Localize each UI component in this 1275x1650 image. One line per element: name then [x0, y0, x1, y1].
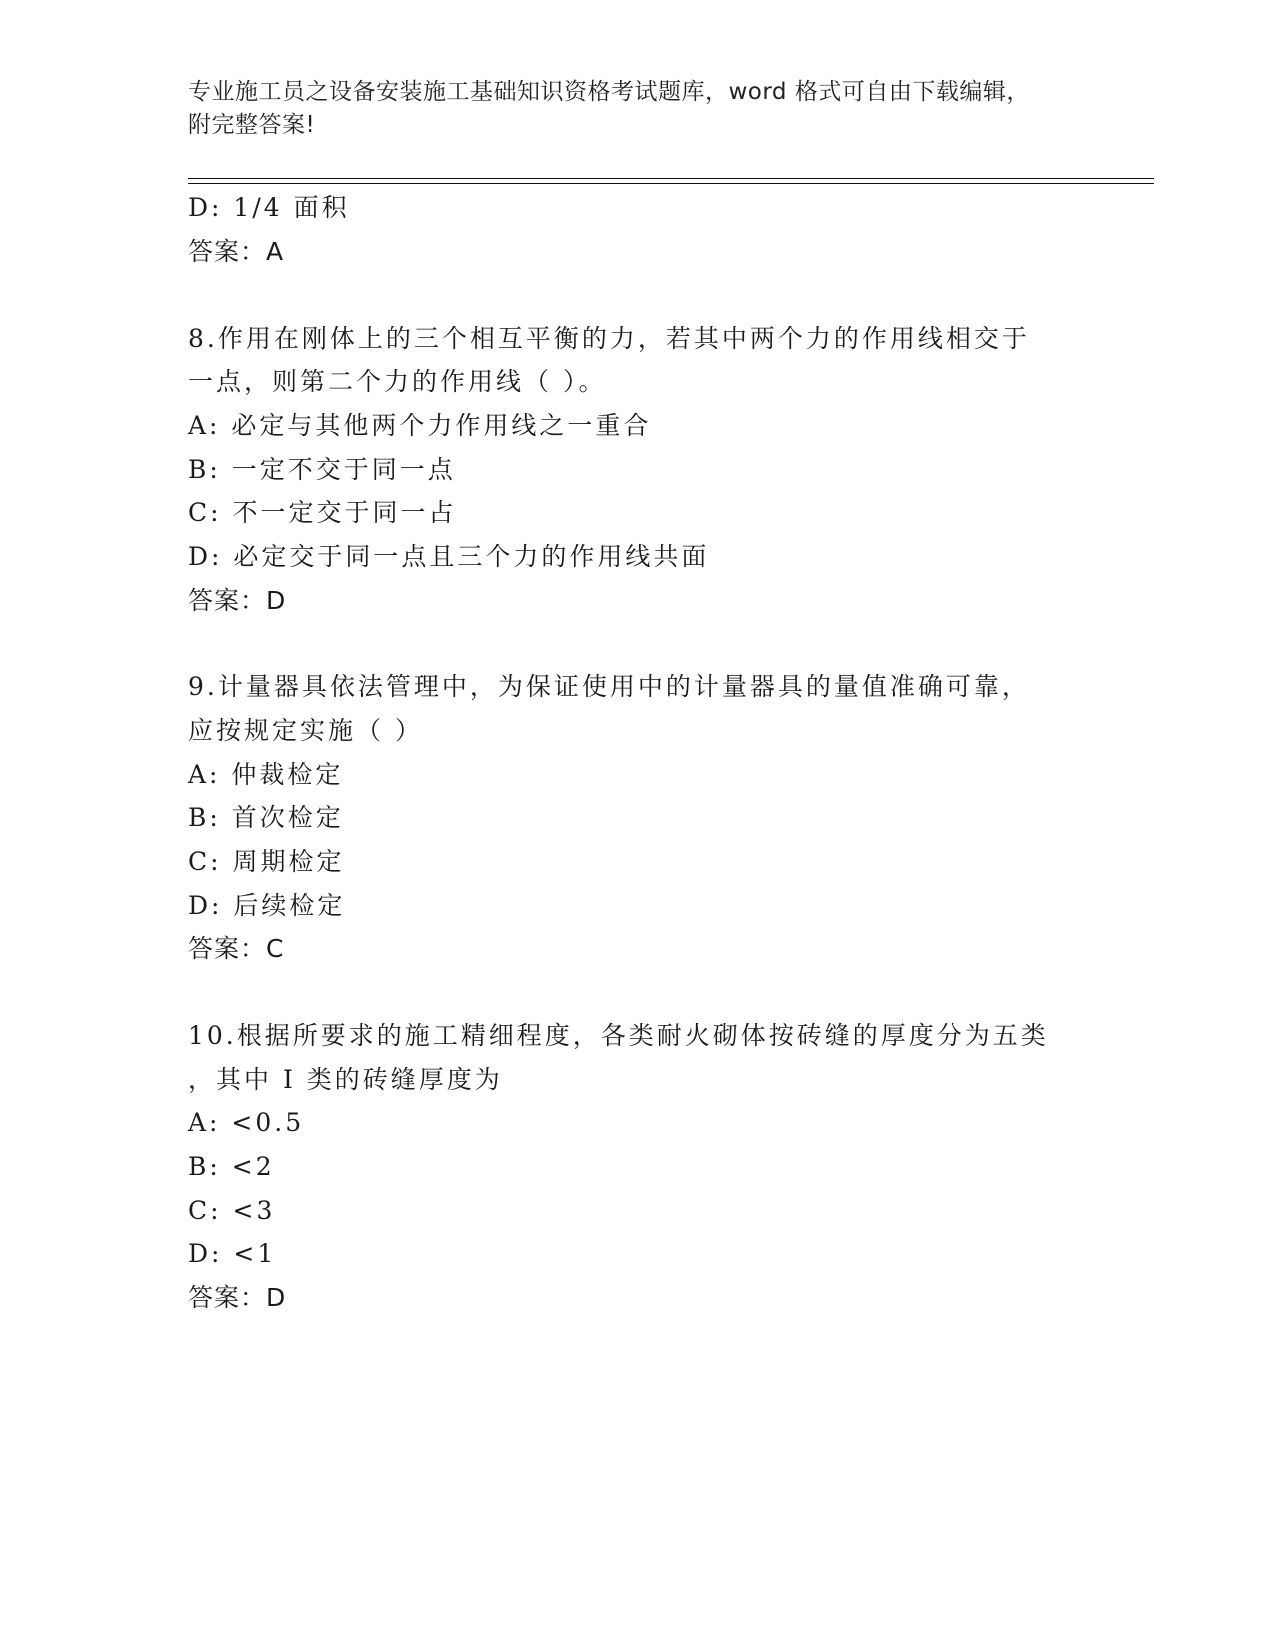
prev-question-option-d: D: 1/4 面积 — [188, 193, 350, 222]
question-9-option-a: A: 仲裁检定 — [188, 760, 344, 789]
question-8-stem-line-2: 一点，则第二个力的作用线（ ）。 — [188, 367, 607, 396]
question-10-option-c: C: <3 — [188, 1196, 276, 1225]
question-10-option-b: B: <2 — [188, 1152, 275, 1181]
question-9-option-d: D: 后续检定 — [188, 891, 346, 920]
question-9-stem-line-2: 应按规定实施（ ） — [188, 716, 423, 745]
question-8-answer: 答案：D — [188, 586, 287, 615]
header-line-2: 附完整答案! — [188, 112, 316, 138]
header-rule-bottom — [188, 183, 1154, 184]
question-8-option-c: C: 不一定交于同一占 — [188, 498, 457, 527]
prev-question-answer: 答案：A — [188, 237, 285, 266]
document-header — [188, 76, 1068, 142]
question-9-option-b: B: 首次检定 — [188, 803, 344, 832]
question-10-option-d: D: <1 — [188, 1239, 277, 1268]
question-9-option-c: C: 周期检定 — [188, 847, 345, 876]
question-8-stem-line-1: 8.作用在刚体上的三个相互平衡的力，若其中两个力的作用线相交于 — [188, 324, 1030, 353]
question-9-answer: 答案：C — [188, 934, 285, 963]
question-8-option-a: A: 必定与其他两个力作用线之一重合 — [188, 411, 652, 440]
question-10-stem-line-1: 10.根据所要求的施工精细程度，各类耐火砌体按砖缝的厚度分为五类 — [188, 1021, 1049, 1050]
question-10-answer: 答案：D — [188, 1283, 287, 1312]
question-10-option-a: A: <0.5 — [188, 1108, 305, 1137]
question-8-option-b: B: 一定不交于同一点 — [188, 455, 456, 484]
header-rule-top — [188, 178, 1154, 179]
question-8-option-d: D: 必定交于同一点且三个力的作用线共面 — [188, 542, 710, 571]
question-9-stem-line-1: 9.计量器具依法管理中，为保证使用中的计量器具的量值准确可靠， — [188, 672, 1030, 701]
question-10-stem-line-2: ，其中 I 类的砖缝厚度为 — [188, 1065, 503, 1094]
header-line-1: 专业施工员之设备安装施工基础知识资格考试题库，word 格式可自由下载编辑， — [188, 79, 1030, 105]
